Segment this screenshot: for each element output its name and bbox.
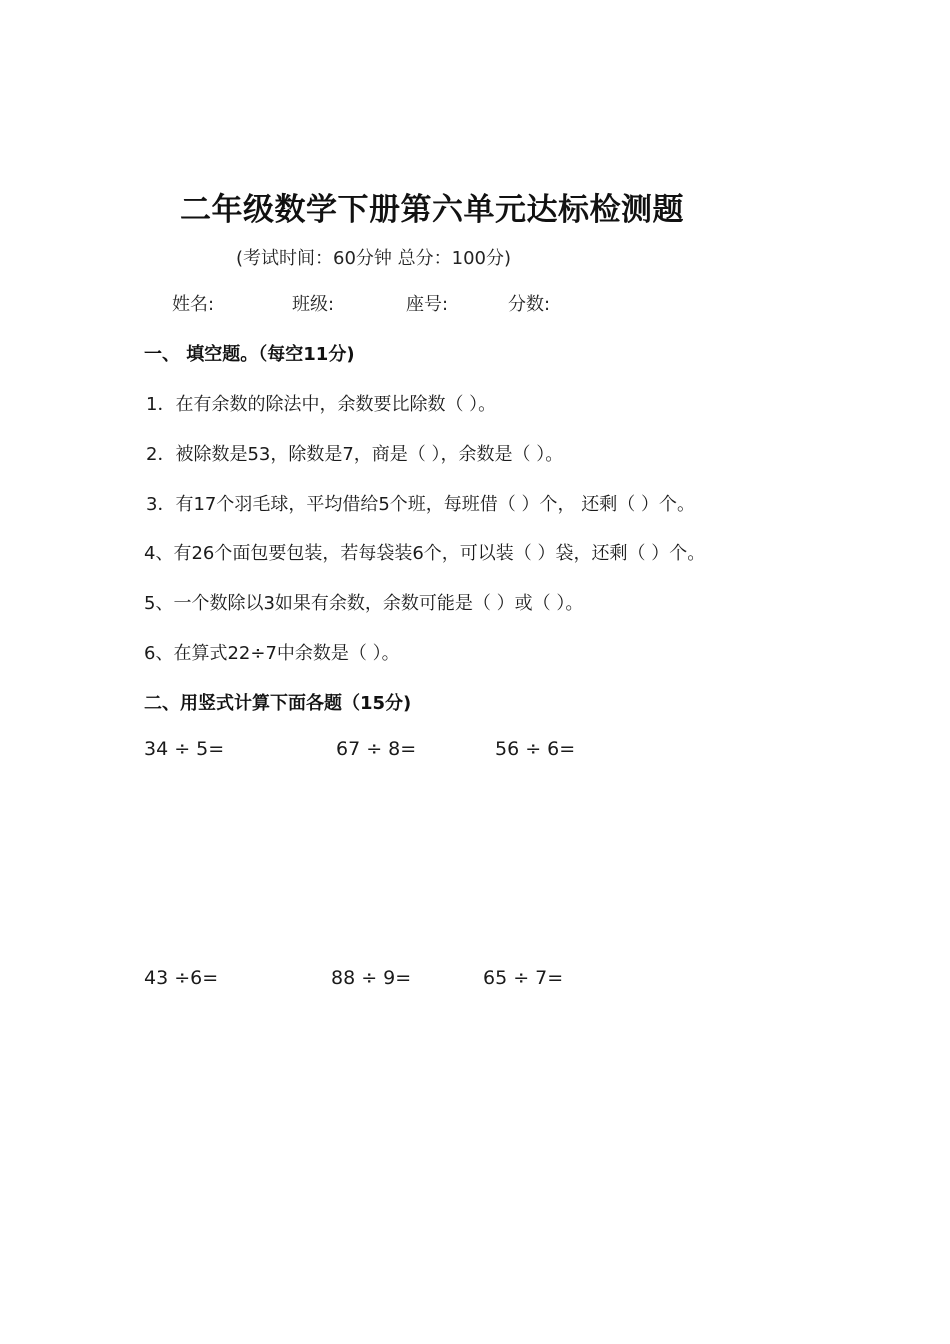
exam-info: (考试时间：60分钟 总分：100分) bbox=[236, 248, 512, 269]
name-field-label: 姓名: bbox=[172, 294, 215, 315]
question-3: 3．有17个羽毛球，平均借给5个班，每班借（ ）个， 还剩（ ）个。 bbox=[146, 494, 695, 515]
calc-item: 67 ÷ 8= bbox=[336, 738, 417, 760]
question-1: 1．在有余数的除法中，余数要比除数（ ）。 bbox=[146, 394, 497, 415]
class-field-label: 班级: bbox=[292, 294, 335, 315]
calc-item: 43 ÷6= bbox=[144, 967, 219, 989]
calc-item: 88 ÷ 9= bbox=[331, 967, 412, 989]
calc-item: 56 ÷ 6= bbox=[495, 738, 576, 760]
section-heading-vertical-calc: 二、用竖式计算下面各题（15分) bbox=[144, 693, 412, 714]
seat-field-label: 座号: bbox=[406, 294, 449, 315]
section-heading-fill-blank: 一、 填空题。（每空11分) bbox=[144, 344, 355, 365]
question-2: 2．被除数是53，除数是7，商是（ ），余数是（ ）。 bbox=[146, 444, 564, 465]
score-field-label: 分数: bbox=[508, 294, 551, 315]
question-4: 4、有26个面包要包装，若每袋装6个，可以装（ ）袋，还剩（ ）个。 bbox=[144, 543, 706, 564]
page-title: 二年级数学下册第六单元达标检测题 bbox=[180, 192, 684, 228]
question-5: 5、一个数除以3如果有余数，余数可能是（ ）或（ ）。 bbox=[144, 593, 584, 614]
calc-item: 65 ÷ 7= bbox=[483, 967, 564, 989]
calc-item: 34 ÷ 5= bbox=[144, 738, 225, 760]
question-6: 6、在算式22÷7中余数是（ ）。 bbox=[144, 643, 400, 664]
